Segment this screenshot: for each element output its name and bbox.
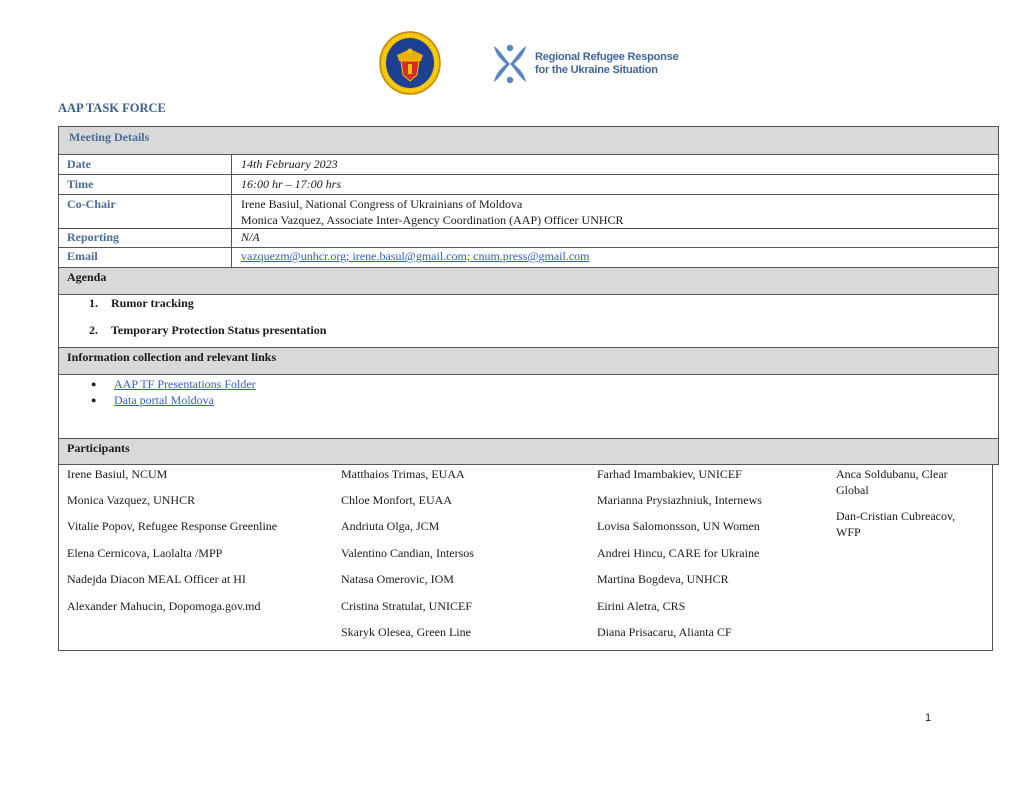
cochair-label: Co-Chair [59,195,232,228]
agenda-item: 2. Temporary Protection Status presentation [89,323,327,337]
agenda-item: 1. Rumor tracking [89,296,194,310]
page-number: 1 [925,712,932,724]
logo-header [0,0,1024,100]
cochair-value-2: Monica Vazquez, Associate Inter-Agency Coordination (AAP) Officer UNHCR [241,213,624,227]
participant: WFP [836,525,861,539]
presentations-folder-link[interactable]: AAP TF Presentations Folder [114,377,256,391]
refugee-response-logo-icon [490,42,530,86]
links-body [58,374,999,438]
participants-title: Participants [67,441,130,455]
link-item [91,393,214,408]
participant: Valentino Candian, Intersos [341,546,474,560]
data-portal-link[interactable]: Data portal Moldova [114,393,214,407]
links-header [58,347,999,374]
time-value: 16:00 hr – 17:00 hrs [241,177,342,191]
agenda-title: Agenda [67,270,107,284]
participant: Nadejda Diacon MEAL Officer at HI [67,572,246,586]
participant: Global [836,483,869,497]
bullet-icon: ● [91,379,97,389]
email-links[interactable]: vazquezm@unhcr.org; irene.basul@gmail.com; cnum.press@gmail.com [241,249,590,263]
bullet-icon: ● [91,395,97,405]
participant: Monica Vazquez, UNHCR [67,493,196,507]
agenda-body [58,294,999,347]
participant: Farhad Imambakiev, UNICEF [597,467,742,481]
partner-logo-line2: for the Ukraine Situation [535,64,658,76]
meeting-row-time [58,174,999,194]
participant: Matthaios Trimas, EUAA [341,467,465,481]
moldova-coat-of-arms-icon [379,31,441,95]
participant: Martina Bogdeva, UNHCR [597,572,729,586]
participant: Chloe Monfort, EUAA [341,493,452,507]
participant: Andriuta Olga, JCM [341,519,440,533]
date-value: 14th February 2023 [241,157,338,171]
participant: Alexander Mahucin, Dopomoga.gov.md [67,599,261,613]
participant: Vitalie Popov, Refugee Response Greenline [67,519,278,533]
participant: Marianna Prysiazhniuk, Internews [597,493,762,507]
participants-body [58,465,993,651]
meeting-details-header [58,126,999,154]
meeting-row-date [58,154,999,174]
time-label: Time [59,175,232,194]
agenda-header [58,267,999,294]
cochair-value-1: Irene Basiul, National Congress of Ukrainians of Moldova [241,197,523,211]
email-label: Email [59,248,232,267]
meeting-row-reporting [58,228,999,247]
participant: Eirini Aletra, CRS [597,599,686,613]
participants-header [58,438,999,465]
partner-logo-line1: Regional Refugee Response [535,51,679,63]
participant: Cristina Stratulat, UNICEF [341,599,472,613]
participant: Dan-Cristian Cubreacov, [836,509,956,523]
meeting-row-email [58,247,999,267]
date-label: Date [59,155,232,174]
participant: Anca Soldubanu, Clear [836,467,948,481]
meeting-row-cochair [58,194,999,228]
meeting-details-title: Meeting Details [69,130,150,144]
participant: Natasa Omerovic, IOM [341,572,454,586]
participant: Skaryk Olesea, Green Line [341,625,471,639]
participant: Irene Basiul, NCUM [67,467,168,481]
reporting-label: Reporting [59,229,232,247]
participant: Andrei Hincu, CARE for Ukraine [597,546,760,560]
participant: Diana Prisacaru, Alianta CF [597,625,732,639]
participant: Lovisa Salomonsson, UN Women [597,519,760,533]
document-title: AAP TASK FORCE [58,101,166,115]
reporting-value: N/A [241,230,260,244]
link-item [91,377,256,392]
links-title: Information collection and relevant links [67,350,277,364]
partner-logo-text [535,51,679,77]
participant: Elena Cernicova, Laolalta /MPP [67,546,223,560]
